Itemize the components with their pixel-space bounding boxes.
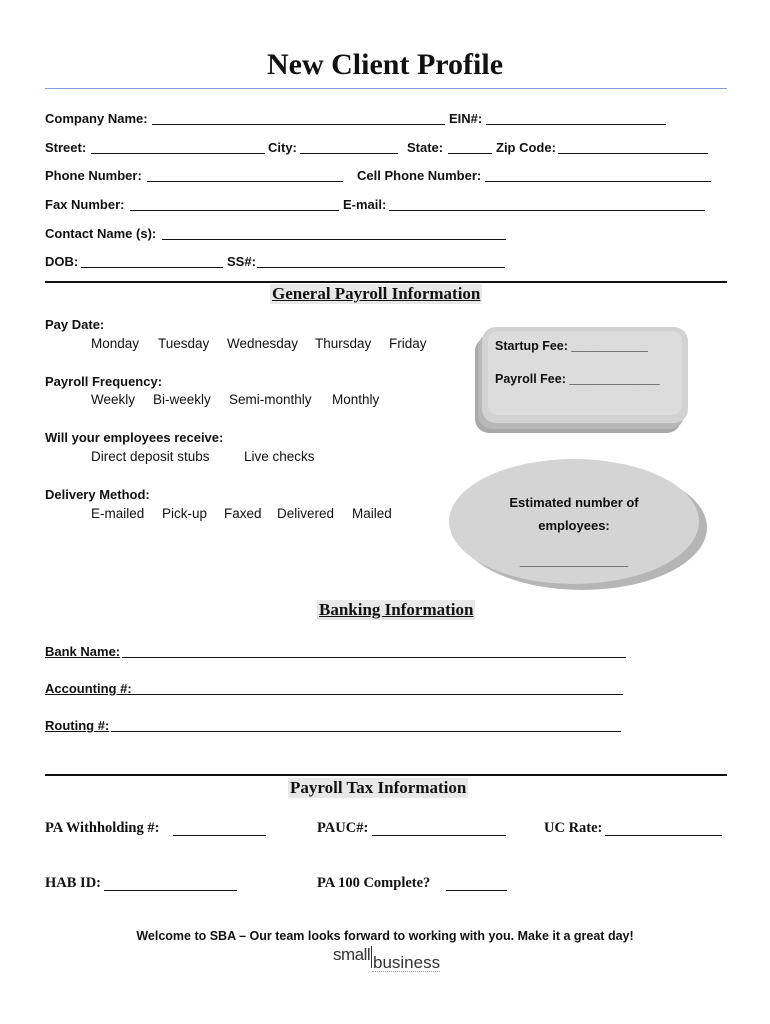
dob-label: DOB: bbox=[45, 254, 79, 269]
delivery-mailed[interactable]: Mailed bbox=[352, 506, 392, 521]
frequency-monthly[interactable]: Monthly bbox=[332, 392, 380, 407]
accounting-field[interactable] bbox=[129, 694, 623, 695]
fax-number-field[interactable] bbox=[130, 210, 339, 211]
frequency-semi-monthly[interactable]: Semi-monthly bbox=[229, 392, 312, 407]
pay-day-wednesday[interactable]: Wednesday bbox=[227, 336, 299, 351]
contact-name-label: Contact Name (s): bbox=[45, 226, 157, 241]
street-label: Street: bbox=[45, 140, 87, 155]
uc-rate-field[interactable] bbox=[605, 835, 722, 836]
frequency-bi-weekly[interactable]: Bi-weekly bbox=[153, 392, 211, 407]
delivery-method-label: Delivery Method: bbox=[45, 487, 150, 502]
title-divider bbox=[45, 88, 727, 89]
city-field[interactable] bbox=[300, 153, 398, 154]
bank-name-field[interactable] bbox=[122, 657, 626, 658]
dob-field[interactable] bbox=[81, 267, 223, 268]
logo-tagline-dots bbox=[372, 971, 440, 974]
payroll-heading: General Payroll Information bbox=[272, 284, 481, 303]
pauc-label: PAUC#: bbox=[317, 820, 369, 836]
banking-heading: Banking Information bbox=[319, 600, 474, 619]
email-label: E-mail: bbox=[343, 197, 387, 212]
company-name-field[interactable] bbox=[152, 124, 445, 125]
ss-label: SS#: bbox=[227, 254, 256, 269]
phone-number-label: Phone Number: bbox=[45, 168, 142, 183]
company-name-label: Company Name: bbox=[45, 111, 148, 126]
pa-withholding-field[interactable] bbox=[173, 835, 266, 836]
payroll-fee-field[interactable]: Payroll Fee: _____________ bbox=[495, 372, 660, 386]
delivery-faxed[interactable]: Faxed bbox=[224, 506, 262, 521]
uc-rate-label: UC Rate: bbox=[544, 820, 603, 836]
receive-direct-deposit[interactable]: Direct deposit stubs bbox=[91, 449, 210, 464]
delivery-pick-up[interactable]: Pick-up bbox=[162, 506, 208, 521]
tax-heading: Payroll Tax Information bbox=[290, 778, 467, 797]
street-field[interactable] bbox=[91, 153, 265, 154]
pa100-label: PA 100 Complete? bbox=[317, 875, 431, 891]
employees-label-line1: Estimated number of bbox=[509, 495, 639, 510]
pa-withholding-label: PA Withholding #: bbox=[45, 820, 160, 836]
routing-field[interactable] bbox=[111, 731, 621, 732]
zip-code-field[interactable] bbox=[558, 153, 708, 154]
state-field[interactable] bbox=[448, 153, 492, 154]
city-label: City: bbox=[268, 140, 297, 155]
payroll-frequency-label: Payroll Frequency: bbox=[45, 374, 163, 389]
logo-small-text: small bbox=[333, 945, 371, 964]
footer-message: Welcome to SBA – Our team looks forward to working with you. Make it a great day! bbox=[136, 929, 634, 943]
email-field[interactable] bbox=[389, 210, 705, 211]
employees-count-field[interactable]: _______________ bbox=[519, 553, 629, 568]
pay-day-thursday[interactable]: Thursday bbox=[315, 336, 372, 351]
pay-date-label: Pay Date: bbox=[45, 317, 105, 332]
pa100-field[interactable] bbox=[446, 890, 507, 891]
cell-phone-label: Cell Phone Number: bbox=[357, 168, 482, 183]
accounting-label: Accounting #: bbox=[45, 681, 132, 696]
hab-id-label: HAB ID: bbox=[45, 875, 101, 891]
employees-receive-label: Will your employees receive: bbox=[45, 430, 224, 445]
hab-id-field[interactable] bbox=[104, 890, 237, 891]
logo-divider bbox=[371, 946, 372, 968]
cell-phone-field[interactable] bbox=[485, 181, 711, 182]
page-title: New Client Profile bbox=[266, 48, 504, 81]
delivery-delivered[interactable]: Delivered bbox=[277, 506, 335, 521]
pay-day-tuesday[interactable]: Tuesday bbox=[158, 336, 210, 351]
routing-label: Routing #: bbox=[45, 718, 110, 733]
contact-name-field[interactable] bbox=[162, 239, 506, 240]
ss-field[interactable] bbox=[257, 267, 505, 268]
tax-section-divider bbox=[45, 774, 727, 776]
employees-label-line2: employees: bbox=[538, 518, 610, 533]
pauc-field[interactable] bbox=[372, 835, 506, 836]
delivery-emailed[interactable]: E-mailed bbox=[91, 506, 145, 521]
phone-number-field[interactable] bbox=[147, 181, 343, 182]
fax-number-label: Fax Number: bbox=[45, 197, 125, 212]
ein-field[interactable] bbox=[486, 124, 666, 125]
startup-fee-field[interactable]: Startup Fee: ___________ bbox=[495, 339, 648, 353]
ein-label: EIN#: bbox=[449, 111, 483, 126]
frequency-weekly[interactable]: Weekly bbox=[91, 392, 136, 407]
logo-business-text: business bbox=[373, 953, 441, 972]
payroll-section-divider bbox=[45, 281, 727, 283]
pay-day-monday[interactable]: Monday bbox=[91, 336, 140, 351]
bank-name-label: Bank Name: bbox=[45, 644, 121, 659]
pay-day-friday[interactable]: Friday bbox=[389, 336, 427, 351]
state-label: State: bbox=[407, 140, 444, 155]
zip-code-label: Zip Code: bbox=[496, 140, 556, 155]
receive-live-checks[interactable]: Live checks bbox=[244, 449, 315, 464]
